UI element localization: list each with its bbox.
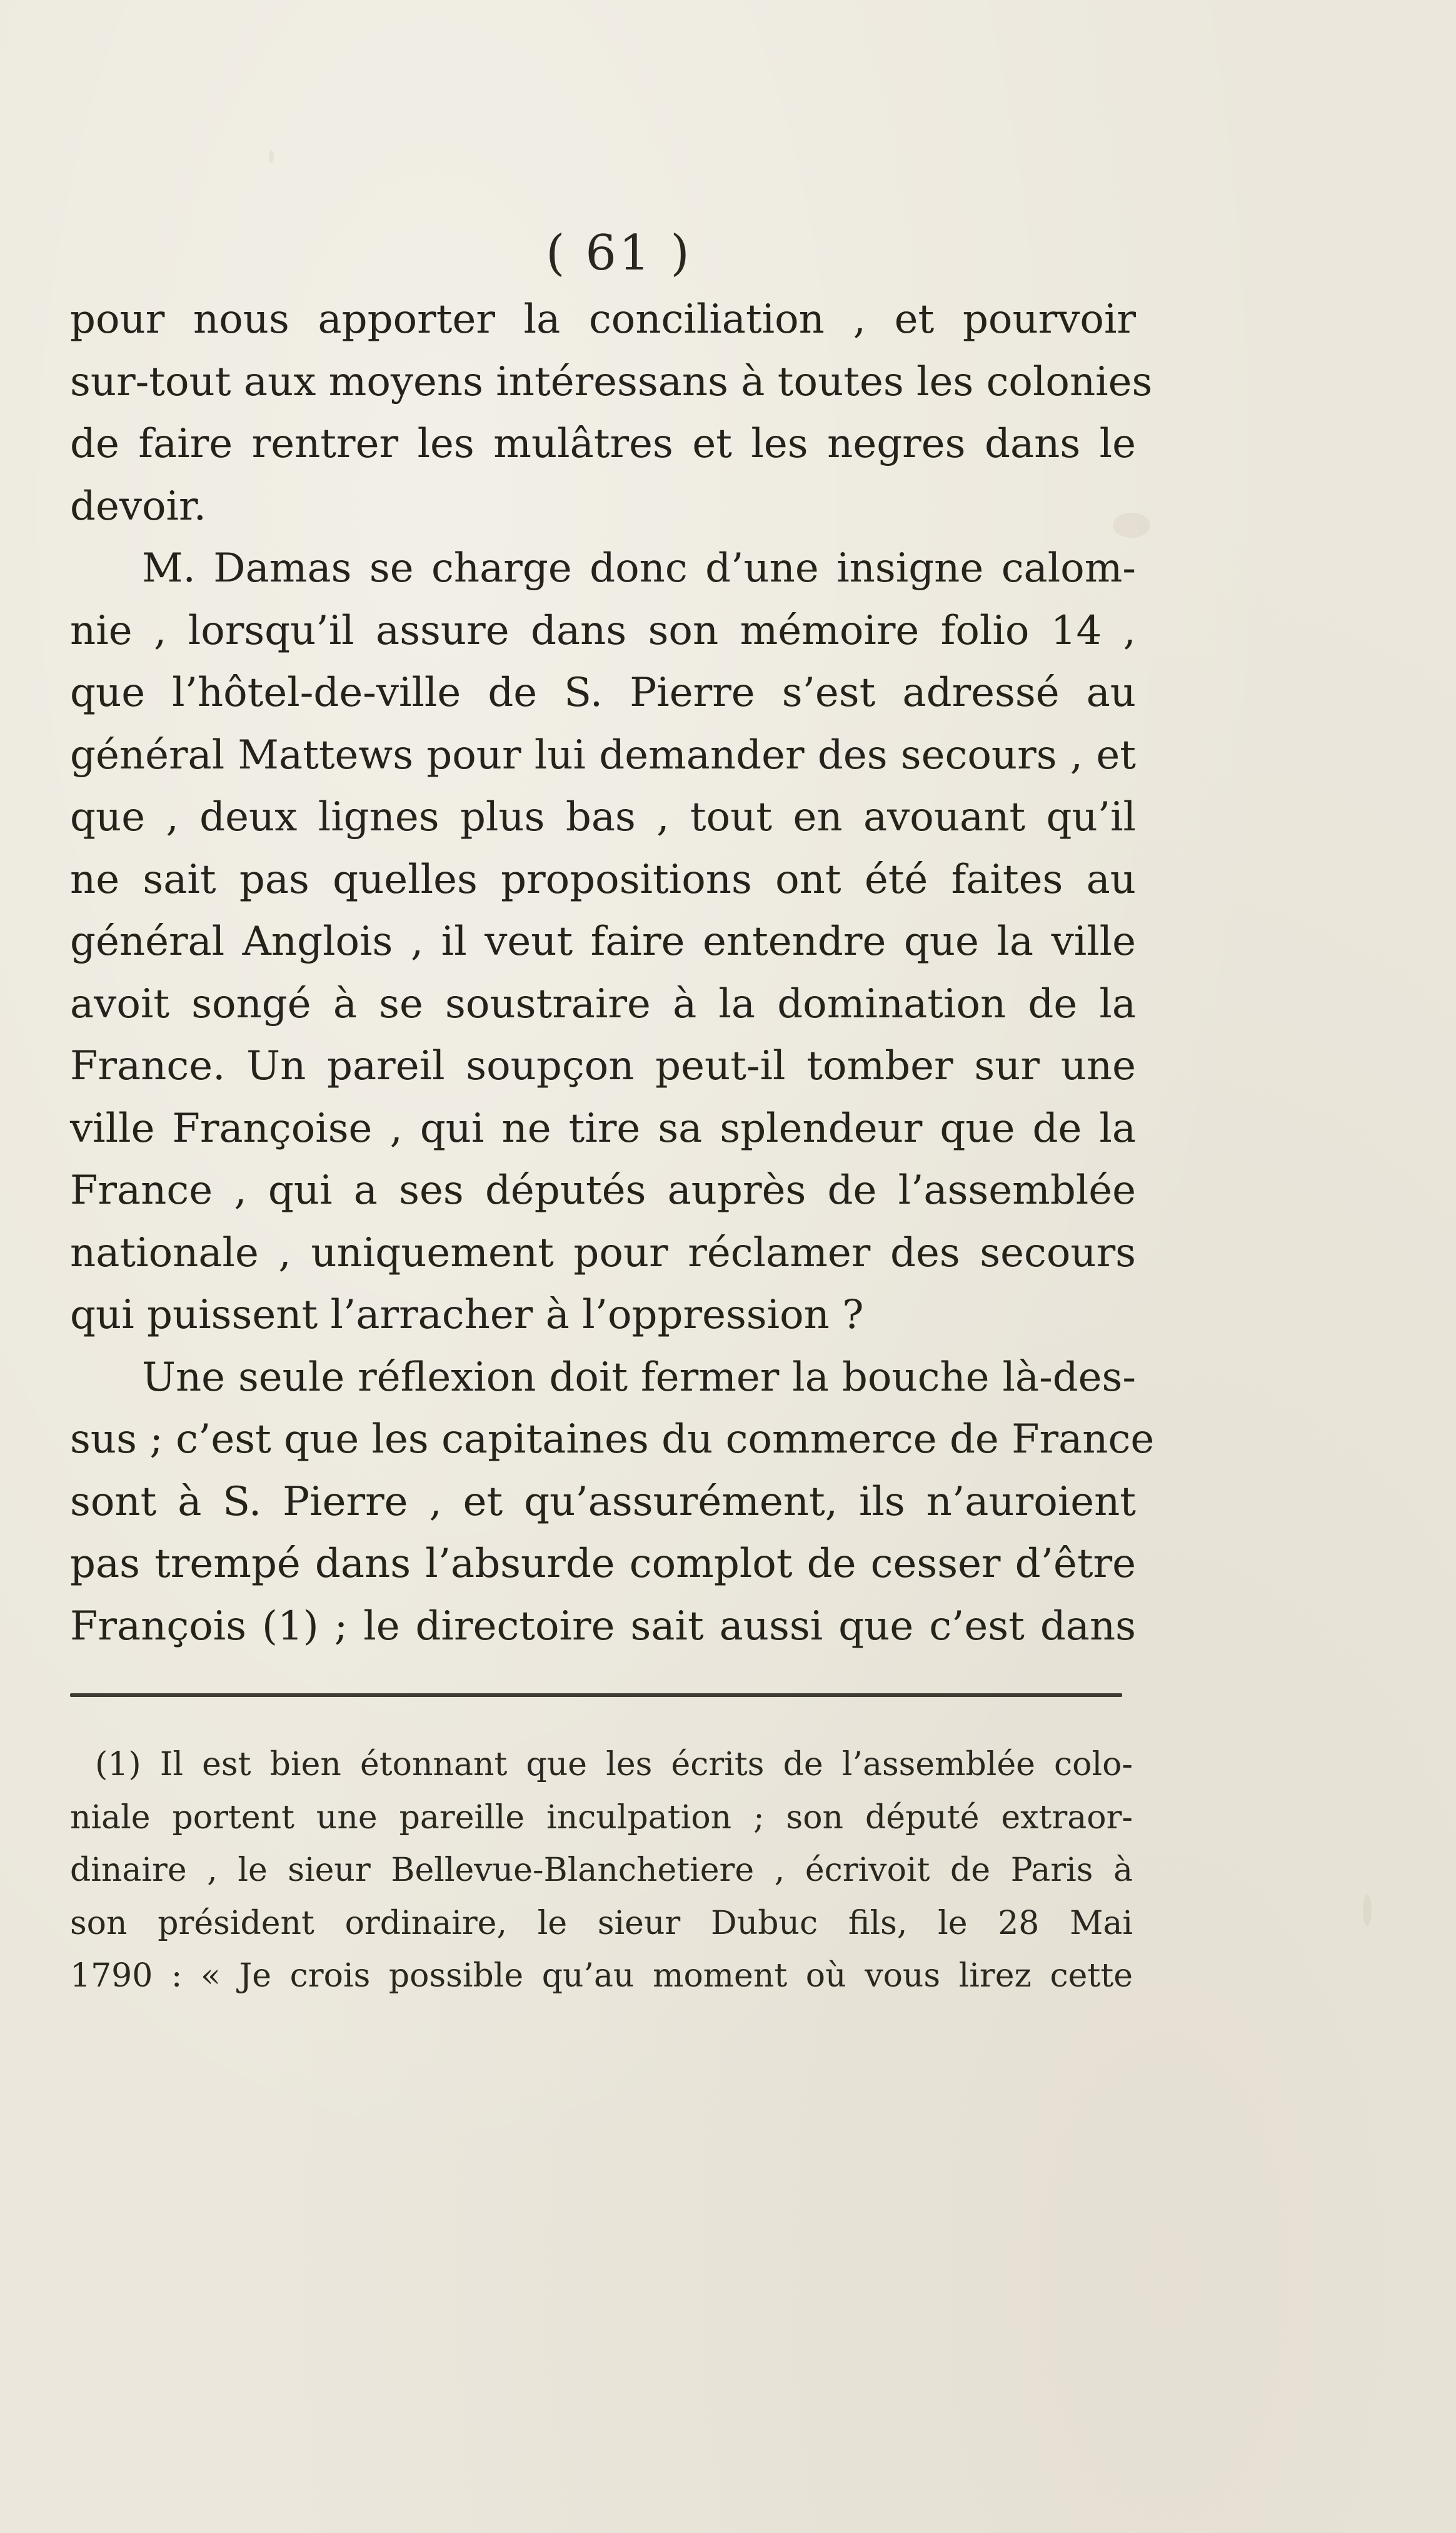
body-line: pas trempé dans l’absurde complot de cesser d’être xyxy=(70,1541,1136,1587)
body-line: Une seule réflexion doit fermer la bouche là-des- xyxy=(142,1354,1136,1401)
body-line: que , deux lignes plus bas , tout en avouant qu’il xyxy=(70,794,1136,840)
body-text xyxy=(70,289,1155,1658)
footnote-line: dinaire , le sieur Bellevue-Blanchetiere , écrivoit de Paris à xyxy=(70,1851,1133,1889)
footnote-divider xyxy=(70,1693,1122,1697)
body-line: que l’hôtel-de-ville de S. Pierre s’est adressé au xyxy=(70,670,1136,716)
body-line: France , qui a ses députés auprès de l’assemblée xyxy=(70,1167,1136,1214)
body-line: nie , lorsqu’il assure dans son mémoire folio 14 , xyxy=(70,607,1136,654)
body-line: devoir. xyxy=(70,483,206,530)
body-line: général Anglois , il veut faire entendre que la ville xyxy=(70,919,1136,965)
body-line: M. Damas se charge donc d’une insigne calom- xyxy=(142,545,1136,592)
body-line: sont à S. Pierre , et qu’assurément, ils n’auroient xyxy=(70,1478,1136,1525)
footnote-line: niale portent une pareille inculpation ; son député extraor- xyxy=(70,1798,1133,1836)
body-line: nationale , uniquement pour réclamer des secours xyxy=(70,1229,1136,1276)
body-line: pour nous apporter la conciliation , et pourvoir xyxy=(70,296,1136,343)
body-line: sus ; c’est que les capitaines du commerce de France xyxy=(70,1416,1155,1463)
body-line: qui puissent l’arracher à l’oppression ? xyxy=(70,1292,864,1338)
footnote-line: son président ordinaire, le sieur Dubuc fils, le 28 Mai xyxy=(70,1904,1133,1942)
body-line: ville Françoise , qui ne tire sa splendeur que de la xyxy=(70,1105,1136,1152)
body-line: sur-tout aux moyens intéressans à toutes les colonies xyxy=(70,358,1153,405)
footnote-line: 1790 : « Je crois possible qu’au moment où vous lirez cette xyxy=(70,1957,1133,1995)
footnote xyxy=(70,1738,1133,2003)
body-line: général Mattews pour lui demander des secours , et xyxy=(70,732,1136,778)
page-number: ( 61 ) xyxy=(546,225,692,281)
body-line: ne sait pas quelles propositions ont été faites au xyxy=(70,856,1136,903)
footnote-line: (1) Il est bien étonnant que les écrits de l’assemblée colo- xyxy=(95,1746,1133,1783)
paper-stain xyxy=(269,150,274,163)
body-line: de faire rentrer les mulâtres et les negres dans le xyxy=(70,421,1136,467)
paper-stain xyxy=(1363,1895,1372,1926)
body-line: avoit songé à se soustraire à la domination de la xyxy=(70,980,1136,1027)
body-line: François (1) ; le directoire sait aussi que c’est dans xyxy=(70,1603,1136,1649)
body-line: France. Un pareil soupçon peut-il tomber sur une xyxy=(70,1043,1136,1089)
